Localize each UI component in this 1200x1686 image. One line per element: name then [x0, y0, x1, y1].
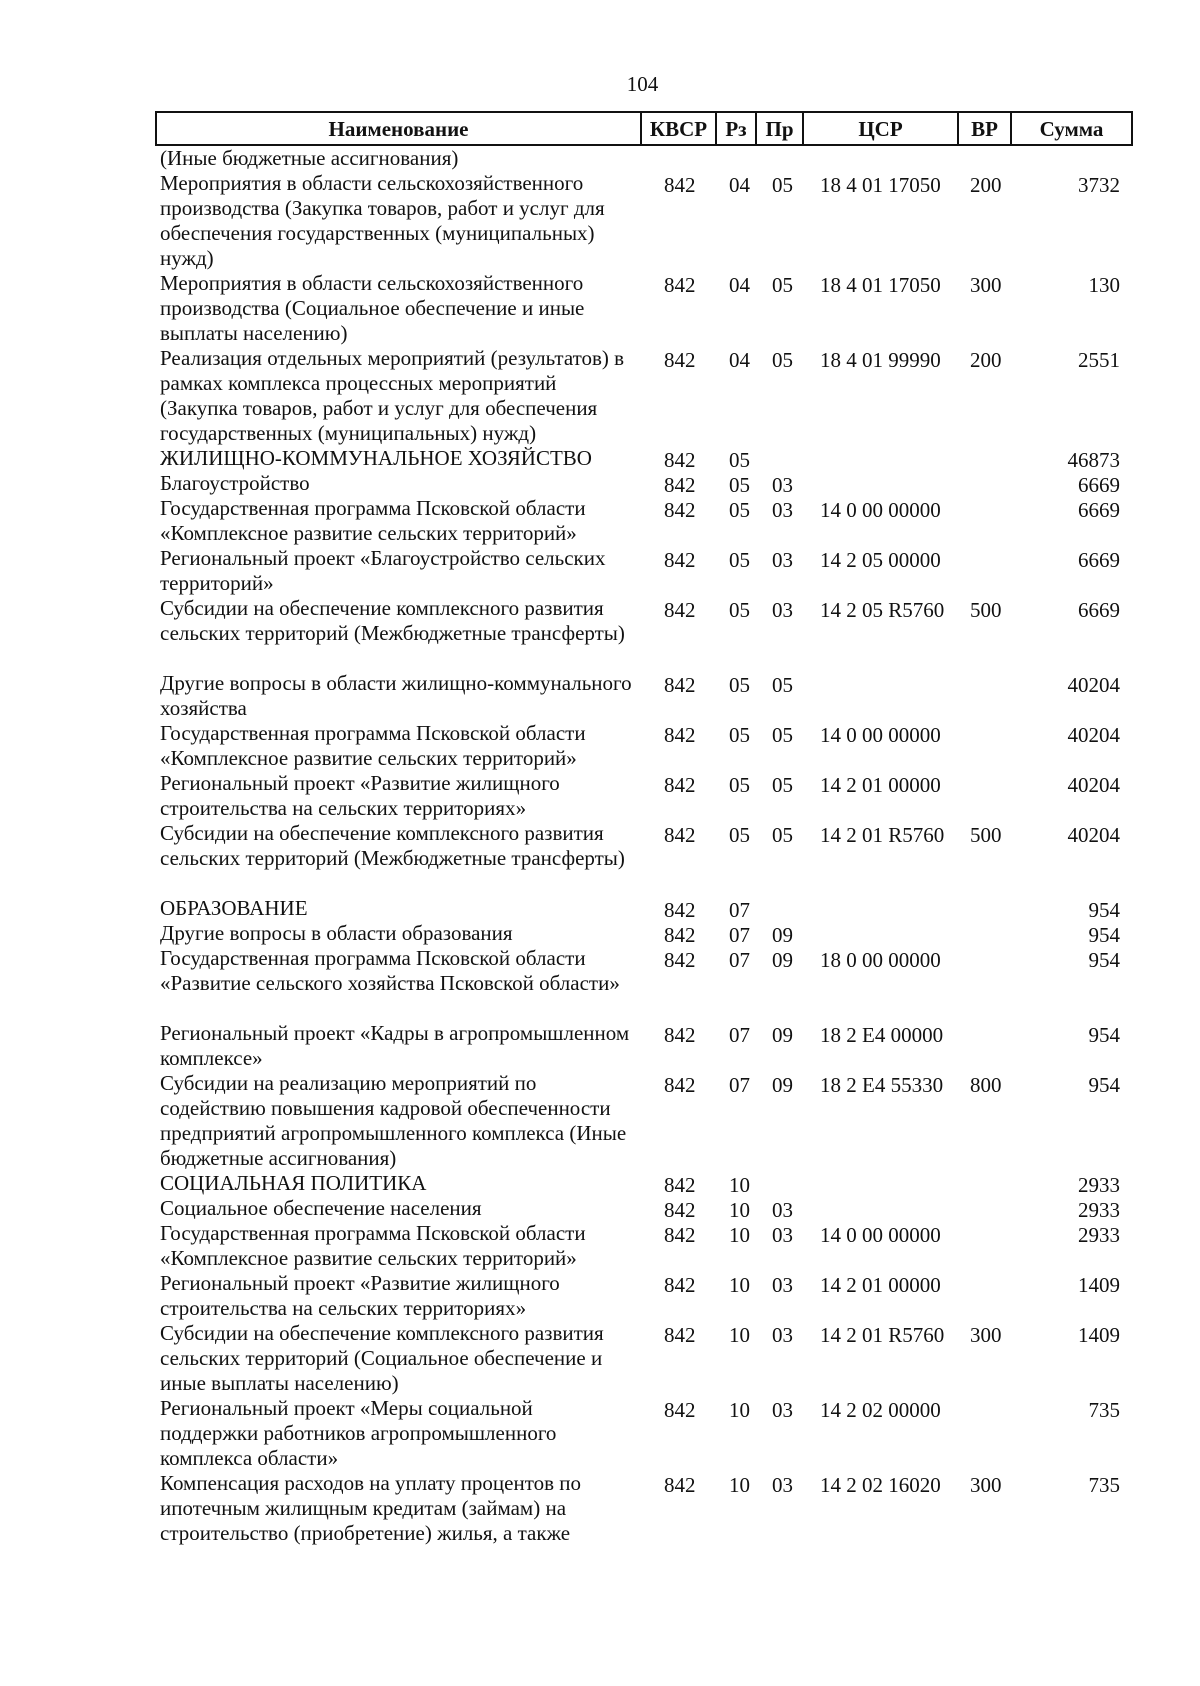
row-name: Региональный проект «Развитие жилищного строительства на сельских территориях»: [160, 771, 560, 820]
row-rz: 10: [729, 1173, 750, 1197]
table-row: [0, 1071, 1200, 1171]
row-name: Субсидии на обеспечение комплексного развития сельских территорий (Межбюджетные трансферты): [160, 596, 625, 645]
row-sum: 40204: [1067, 773, 1120, 797]
row-pr: 09: [772, 1073, 793, 1097]
row-rz: 10: [729, 1273, 750, 1297]
row-kvsr: 842: [664, 498, 696, 522]
row-kvsr: 842: [664, 1473, 696, 1497]
row-pr: 03: [772, 1398, 793, 1422]
row-rz: 07: [729, 923, 750, 947]
row-csr: 14 2 01 00000: [820, 1273, 941, 1297]
row-rz: 07: [729, 898, 750, 922]
row-kvsr: 842: [664, 1173, 696, 1197]
table-row: [0, 1021, 1200, 1071]
row-csr: 14 2 02 00000: [820, 1398, 941, 1422]
row-pr: 05: [772, 173, 793, 197]
header-pr: Пр: [757, 113, 804, 146]
row-kvsr: 842: [664, 673, 696, 697]
row-rz: 05: [729, 773, 750, 797]
table-row: [0, 171, 1200, 271]
table-row: [0, 346, 1200, 446]
table-row: [0, 146, 1200, 171]
row-name: Субсидии на реализацию мероприятий по содействию повышения кадровой обеспеченности предприятий агропромышленного комплекса (Иные бюджетные ассигнования): [160, 1071, 627, 1170]
page-number: 104: [626, 72, 659, 96]
row-sum: 954: [1088, 898, 1120, 922]
row-sum: 6669: [1078, 598, 1120, 622]
row-kvsr: 842: [664, 823, 696, 847]
table-row: [0, 821, 1200, 896]
row-rz: 04: [729, 273, 750, 297]
row-rz: 07: [729, 948, 750, 972]
row-pr: 05: [772, 723, 793, 747]
row-pr: 03: [772, 1273, 793, 1297]
row-name: Субсидии на обеспечение комплексного развития сельских территорий (Социальное обеспечение и иные выплаты населению): [160, 1321, 604, 1395]
row-pr: 05: [772, 273, 793, 297]
row-rz: 05: [729, 823, 750, 847]
table-row: [0, 546, 1200, 596]
table-row: [0, 446, 1200, 471]
row-sum: 2933: [1078, 1198, 1120, 1222]
row-pr: 05: [772, 773, 793, 797]
row-sum: 130: [1088, 273, 1120, 297]
row-pr: 03: [772, 1323, 793, 1347]
row-rz: 05: [729, 673, 750, 697]
table-row: [0, 1271, 1200, 1321]
row-pr: 09: [772, 948, 793, 972]
row-sum: 6669: [1078, 473, 1120, 497]
row-name: Региональный проект «Благоустройство сельских территорий»: [160, 546, 606, 595]
row-pr: 09: [772, 923, 793, 947]
row-kvsr: 842: [664, 1073, 696, 1097]
row-name: Региональный проект «Меры социальной поддержки работников агропромышленного комплекса области»: [160, 1396, 557, 1470]
row-name: Региональный проект «Развитие жилищного строительства на сельских территориях»: [160, 1271, 560, 1320]
row-sum: 1409: [1078, 1323, 1120, 1347]
row-rz: 10: [729, 1473, 750, 1497]
row-pr: 05: [772, 673, 793, 697]
row-name: Государственная программа Псковской области «Комплексное развитие сельских территорий»: [160, 1221, 586, 1270]
row-csr: 14 2 05 R5760: [820, 598, 945, 622]
row-rz: 07: [729, 1073, 750, 1097]
row-pr: 03: [772, 1198, 793, 1222]
row-kvsr: 842: [664, 948, 696, 972]
table-body: [0, 146, 1200, 1546]
row-name: Другие вопросы в области образования: [160, 921, 513, 945]
row-sum: 2933: [1078, 1223, 1120, 1247]
row-kvsr: 842: [664, 1398, 696, 1422]
row-kvsr: 842: [664, 473, 696, 497]
row-name: ЖИЛИЩНО-КОММУНАЛЬНОЕ ХОЗЯЙСТВО: [160, 446, 592, 470]
row-pr: 09: [772, 1023, 793, 1047]
row-sum: 735: [1088, 1398, 1120, 1422]
row-csr: 14 0 00 00000: [820, 498, 941, 522]
table-row: [0, 921, 1200, 946]
row-pr: 03: [772, 498, 793, 522]
header-rz: Рз: [717, 113, 757, 146]
row-name: Государственная программа Псковской области «Развитие сельского хозяйства Псковской области»: [160, 946, 620, 995]
table-row: [0, 1321, 1200, 1396]
row-rz: 05: [729, 498, 750, 522]
row-kvsr: 842: [664, 448, 696, 472]
table-row: [0, 596, 1200, 671]
row-vr: 300: [970, 1323, 1002, 1347]
row-rz: 10: [729, 1323, 750, 1347]
row-sum: 735: [1088, 1473, 1120, 1497]
row-kvsr: 842: [664, 598, 696, 622]
row-name: Компенсация расходов на уплату процентов по ипотечным жилищным кредитам (займам) на строительство (приобретение) жилья, а также: [160, 1471, 582, 1545]
row-csr: 14 2 02 16020: [820, 1473, 941, 1497]
table-row: [0, 496, 1200, 546]
row-csr: 18 4 01 17050: [820, 173, 941, 197]
row-rz: 05: [729, 723, 750, 747]
row-vr: 300: [970, 1473, 1002, 1497]
row-rz: 10: [729, 1223, 750, 1247]
row-sum: 954: [1088, 923, 1120, 947]
row-rz: 07: [729, 1023, 750, 1047]
row-kvsr: 842: [664, 1198, 696, 1222]
row-sum: 6669: [1078, 548, 1120, 572]
row-vr: 500: [970, 598, 1002, 622]
row-kvsr: 842: [664, 1323, 696, 1347]
row-vr: 200: [970, 348, 1002, 372]
row-vr: 300: [970, 273, 1002, 297]
header-sum: Сумма: [1039, 117, 1104, 141]
row-name: Мероприятия в области сельскохозяйственного производства (Социальное обеспечение и иные выплаты населению): [160, 271, 585, 345]
table-header: [155, 111, 1133, 146]
row-rz: 05: [729, 548, 750, 572]
table-row: [0, 271, 1200, 346]
row-sum: 2551: [1078, 348, 1120, 372]
row-kvsr: 842: [664, 173, 696, 197]
row-kvsr: 842: [664, 1273, 696, 1297]
row-name: Государственная программа Псковской области «Комплексное развитие сельских территорий»: [160, 496, 586, 545]
row-csr: 18 4 01 99990: [820, 348, 941, 372]
header-name: Наименование: [157, 113, 642, 146]
row-csr: 18 2 E4 00000: [820, 1023, 944, 1047]
table-row: [0, 896, 1200, 921]
row-rz: 10: [729, 1198, 750, 1222]
row-sum: 40204: [1067, 673, 1120, 697]
table-row: [0, 1396, 1200, 1471]
row-kvsr: 842: [664, 348, 696, 372]
row-csr: 14 0 00 00000: [820, 1223, 941, 1247]
table-row: [0, 471, 1200, 496]
row-csr: 18 4 01 17050: [820, 273, 941, 297]
header-vr: ВР: [959, 113, 1012, 146]
row-kvsr: 842: [664, 923, 696, 947]
row-sum: 3732: [1078, 173, 1120, 197]
row-pr: 03: [772, 598, 793, 622]
row-name: Государственная программа Псковской области «Комплексное развитие сельских территорий»: [160, 721, 586, 770]
row-csr: 18 2 E4 55330: [820, 1073, 944, 1097]
row-name: Региональный проект «Кадры в агропромышленном комплексе»: [160, 1021, 630, 1070]
row-name: Реализация отдельных мероприятий (результатов) в рамках комплекса процессных мероприятий (Закупка товаров, работ и услуг для обеспечения государственных (муниципальных) нужд): [160, 346, 625, 445]
row-csr: 14 2 01 R5760: [820, 1323, 945, 1347]
row-rz: 05: [729, 598, 750, 622]
row-sum: 46873: [1067, 448, 1120, 472]
row-sum: 2933: [1078, 1173, 1120, 1197]
row-csr: 14 2 01 00000: [820, 773, 941, 797]
row-rz: 10: [729, 1398, 750, 1422]
row-pr: 03: [772, 1223, 793, 1247]
header-csr: ЦСР: [804, 113, 959, 146]
row-kvsr: 842: [664, 773, 696, 797]
table-row: [0, 771, 1200, 821]
row-name: Другие вопросы в области жилищно-коммунального хозяйства: [160, 671, 632, 720]
row-csr: 14 2 01 R5760: [820, 823, 945, 847]
table-row: [0, 1221, 1200, 1271]
row-kvsr: 842: [664, 548, 696, 572]
row-kvsr: 842: [664, 273, 696, 297]
row-csr: 18 0 00 00000: [820, 948, 941, 972]
row-kvsr: 842: [664, 723, 696, 747]
row-name: Социальное обеспечение населения: [160, 1196, 482, 1220]
row-pr: 03: [772, 548, 793, 572]
header-kvsr: КВСР: [642, 113, 717, 146]
row-sum: 40204: [1067, 823, 1120, 847]
row-kvsr: 842: [664, 1023, 696, 1047]
row-csr: 14 0 00 00000: [820, 723, 941, 747]
row-pr: 03: [772, 1473, 793, 1497]
row-rz: 05: [729, 473, 750, 497]
row-sum: 1409: [1078, 1273, 1120, 1297]
row-csr: 14 2 05 00000: [820, 548, 941, 572]
row-pr: 05: [772, 348, 793, 372]
row-name: (Иные бюджетные ассигнования): [160, 146, 459, 170]
row-name: ОБРАЗОВАНИЕ: [160, 896, 308, 920]
table-row: [0, 721, 1200, 771]
row-rz: 05: [729, 448, 750, 472]
row-name: Благоустройство: [160, 471, 310, 495]
table-row: [0, 1196, 1200, 1221]
table-row: [0, 1171, 1200, 1196]
row-kvsr: 842: [664, 898, 696, 922]
row-vr: 200: [970, 173, 1002, 197]
row-sum: 954: [1088, 948, 1120, 972]
table-row: [0, 671, 1200, 721]
row-kvsr: 842: [664, 1223, 696, 1247]
row-rz: 04: [729, 348, 750, 372]
table-row: [0, 1471, 1200, 1546]
row-vr: 800: [970, 1073, 1002, 1097]
row-name: Мероприятия в области сельскохозяйственного производства (Закупка товаров, работ и услуг для обеспечения государственных (муниципальных) нужд): [160, 171, 605, 270]
row-sum: 6669: [1078, 498, 1120, 522]
row-vr: 500: [970, 823, 1002, 847]
row-rz: 04: [729, 173, 750, 197]
table-row: [0, 946, 1200, 1021]
row-pr: 05: [772, 823, 793, 847]
row-sum: 40204: [1067, 723, 1120, 747]
row-name: СОЦИАЛЬНАЯ ПОЛИТИКА: [160, 1171, 427, 1195]
row-pr: 03: [772, 473, 793, 497]
row-name: Субсидии на обеспечение комплексного развития сельских территорий (Межбюджетные трансферты): [160, 821, 625, 870]
row-sum: 954: [1088, 1023, 1120, 1047]
row-sum: 954: [1088, 1073, 1120, 1097]
